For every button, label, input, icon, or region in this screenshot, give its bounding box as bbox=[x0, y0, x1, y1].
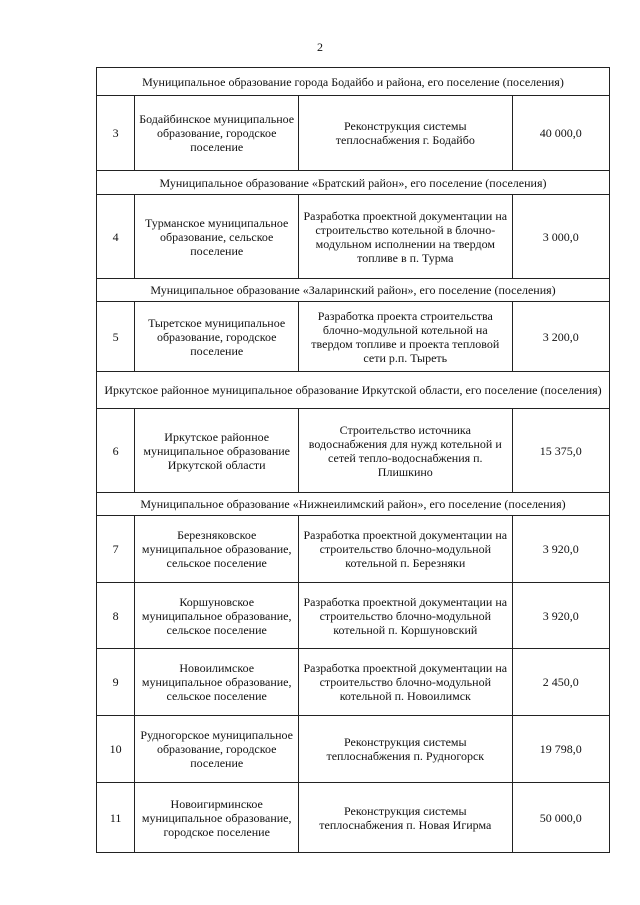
amount-cell: 3 000,0 bbox=[512, 195, 609, 279]
row-number: 5 bbox=[97, 302, 135, 372]
table-row bbox=[97, 783, 610, 853]
entity-cell: Бодайбинское муниципальное образование, городское поселение bbox=[135, 96, 299, 171]
section-title: Иркутское районное муниципальное образование Иркутской области, его поселение (поселения) bbox=[97, 372, 610, 409]
project-cell: Реконструкция системы теплоснабжения г. Бодайбо bbox=[299, 96, 512, 171]
project-cell: Разработка проекта строительства блочно-модульной котельной на твердом топливе и проекта тепловой сети р.п. Тыреть bbox=[299, 302, 512, 372]
entity-cell: Рудногорское муниципальное образование, городское поселение bbox=[135, 716, 299, 783]
section-title: Муниципальное образование «Братский район», его поселение (поселения) bbox=[97, 171, 610, 195]
table-row bbox=[97, 583, 610, 649]
row-number: 3 bbox=[97, 96, 135, 171]
entity-cell: Новоилимское муниципальное образование, сельское поселение bbox=[135, 649, 299, 716]
amount-cell: 3 920,0 bbox=[512, 516, 609, 583]
amount-cell: 3 920,0 bbox=[512, 583, 609, 649]
entity-cell: Новоигирминское муниципальное образование, городское поселение bbox=[135, 783, 299, 853]
amount-cell: 3 200,0 bbox=[512, 302, 609, 372]
section-header-row bbox=[97, 68, 610, 96]
row-number: 11 bbox=[97, 783, 135, 853]
row-number: 10 bbox=[97, 716, 135, 783]
entity-cell: Тыретское муниципальное образование, городское поселение bbox=[135, 302, 299, 372]
section-header-row bbox=[97, 372, 610, 409]
section-header-row bbox=[97, 171, 610, 195]
entity-cell: Коршуновское муниципальное образование, сельское поселение bbox=[135, 583, 299, 649]
project-cell: Разработка проектной документации на строительство котельной в блочно-модульном исполнении на твердом топливе в п. Турма bbox=[299, 195, 512, 279]
row-number: 4 bbox=[97, 195, 135, 279]
project-cell: Строительство источника водоснабжения для нужд котельной и сетей тепло-водоснабжения п. Плишкино bbox=[299, 409, 512, 493]
amount-cell: 19 798,0 bbox=[512, 716, 609, 783]
project-cell: Реконструкция системы теплоснабжения п. Новая Игирма bbox=[299, 783, 512, 853]
table-row bbox=[97, 409, 610, 493]
entity-cell: Турманское муниципальное образование, сельское поселение bbox=[135, 195, 299, 279]
amount-cell: 40 000,0 bbox=[512, 96, 609, 171]
row-number: 8 bbox=[97, 583, 135, 649]
entity-cell: Березняковское муниципальное образование, сельское поселение bbox=[135, 516, 299, 583]
table-row bbox=[97, 516, 610, 583]
section-header-row bbox=[97, 279, 610, 302]
table-row bbox=[97, 649, 610, 716]
project-cell: Разработка проектной документации на строительство блочно-модульной котельной п. Березняки bbox=[299, 516, 512, 583]
table-row bbox=[97, 195, 610, 279]
row-number: 6 bbox=[97, 409, 135, 493]
section-title: Муниципальное образование «Заларинский район», его поселение (поселения) bbox=[97, 279, 610, 302]
entity-cell: Иркутское районное муниципальное образование Иркутской области bbox=[135, 409, 299, 493]
row-number: 9 bbox=[97, 649, 135, 716]
table-row bbox=[97, 302, 610, 372]
projects-table bbox=[96, 67, 610, 853]
section-title: Муниципальное образование «Нижнеилимский район», его поселение (поселения) bbox=[97, 493, 610, 516]
amount-cell: 50 000,0 bbox=[512, 783, 609, 853]
project-cell: Реконструкция системы теплоснабжения п. Рудногорск bbox=[299, 716, 512, 783]
amount-cell: 15 375,0 bbox=[512, 409, 609, 493]
row-number: 7 bbox=[97, 516, 135, 583]
amount-cell: 2 450,0 bbox=[512, 649, 609, 716]
section-title: Муниципальное образование города Бодайбо и района, его поселение (поселения) bbox=[97, 68, 610, 96]
table-row bbox=[97, 716, 610, 783]
project-cell: Разработка проектной документации на строительство блочно-модульной котельной п. Новоилимск bbox=[299, 649, 512, 716]
table-row bbox=[97, 96, 610, 171]
project-cell: Разработка проектной документации на строительство блочно-модульной котельной п. Коршуновский bbox=[299, 583, 512, 649]
page-number: 2 bbox=[317, 40, 323, 54]
section-header-row bbox=[97, 493, 610, 516]
